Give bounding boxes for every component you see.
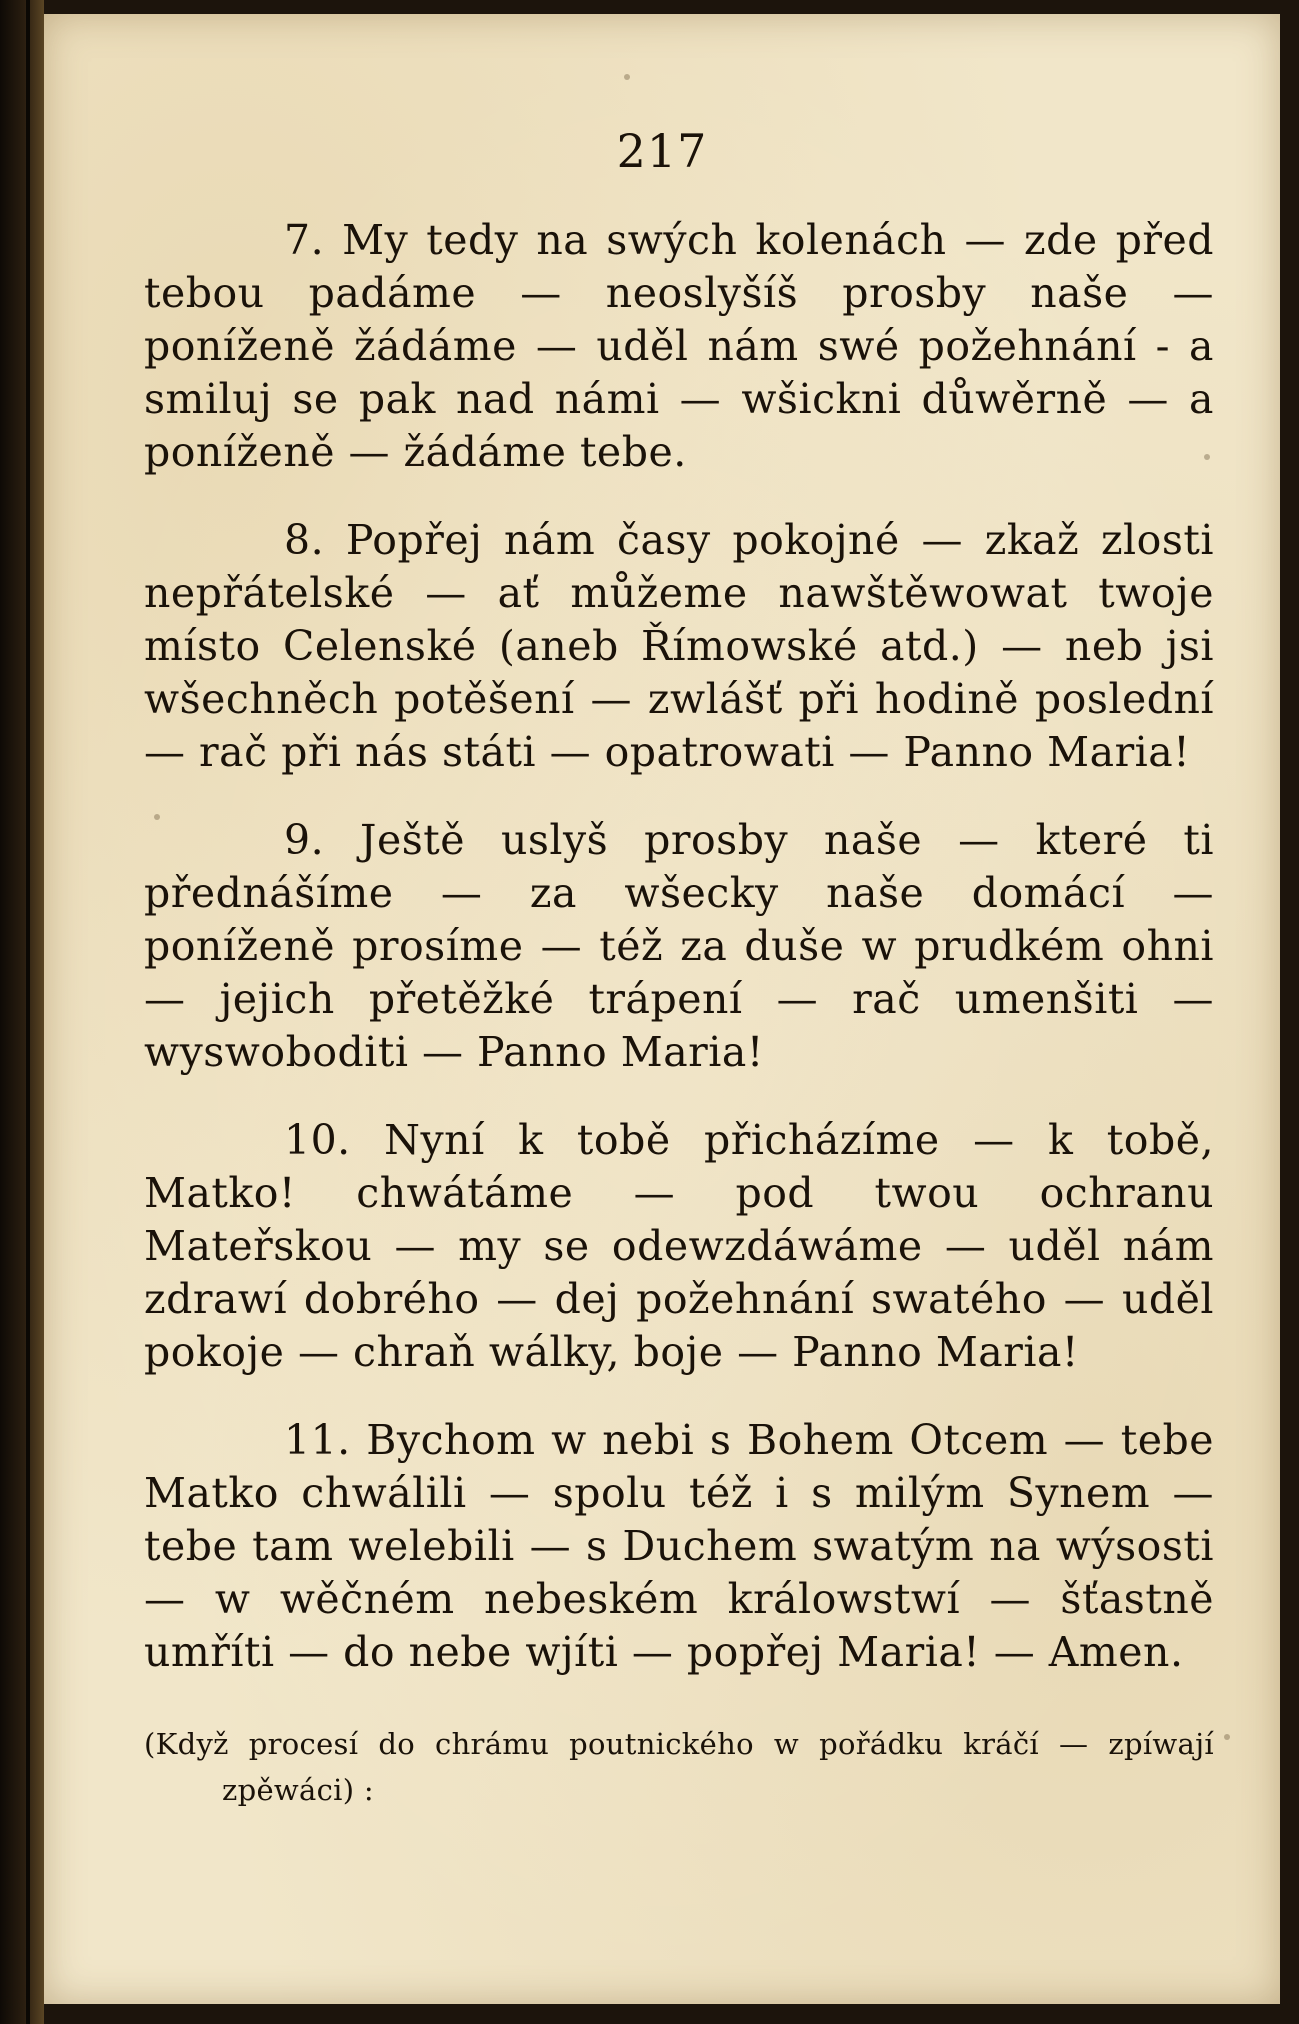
paper-speck xyxy=(1204,454,1210,460)
spine-edge xyxy=(26,0,30,2024)
page-number: 217 xyxy=(616,124,708,178)
paper-speck xyxy=(1224,1734,1230,1740)
page-text xyxy=(144,214,1214,1813)
paragraph-9: 9. Ještě uslyš prosby naše — které ti přednášíme — za wšecky naše domácí — poníženě prosíme — též za duše w prudkém ohni — jejich přetěžké trápení — rač umenšiti — wyswoboditi — Panno Maria! xyxy=(144,816,1214,1076)
book-spine xyxy=(0,0,44,2024)
paragraph-7: 7. My tedy na swých kolenách — zde před tebou padáme — neoslyšíš prosby naše — poníženě žádáme — uděl nám swé požehnání - a smiluj se pak nad námi — wšickni důwěrně — a poníženě — žádáme tebe. xyxy=(144,216,1214,476)
procession-note: (Když procesí do chrámu poutnického w pořádku kráčí — zpíwají zpěwáci) : xyxy=(144,1727,1214,1807)
paragraph-8: 8. Popřej nám časy pokojné — zkaž zlosti nepřátelské — ať můžeme nawštěwowat twoje místo Celenské (aneb Římowské atd.) — neb jsi wšechněch potěšení — zwlášť při hodině poslední — rač při nás státi — opatrowati — Panno Maria! xyxy=(144,516,1214,776)
paper-speck xyxy=(624,74,630,80)
paragraph-11: 11. Bychom w nebi s Bohem Otcem — tebe Matko chwálili — spolu též i s milým Synem — tebe tam welebili — s Duchem swatým na wýsosti — w wěčném nebeském králowstwí — šťastně umříti — do nebe wjíti — popřej Maria! — Amen. xyxy=(144,1416,1214,1676)
paper-speck xyxy=(154,814,160,820)
book-page xyxy=(44,14,1280,2004)
paragraph-10: 10. Nyní k tobě přicházíme — k tobě, Matko! chwátáme — pod twou ochranu Mateřskou — my se odewzdáwáme — uděl nám zdrawí dobrého — dej požehnání swatého — uděl pokoje — chraň wálky, boje — Panno Maria! xyxy=(144,1116,1214,1376)
